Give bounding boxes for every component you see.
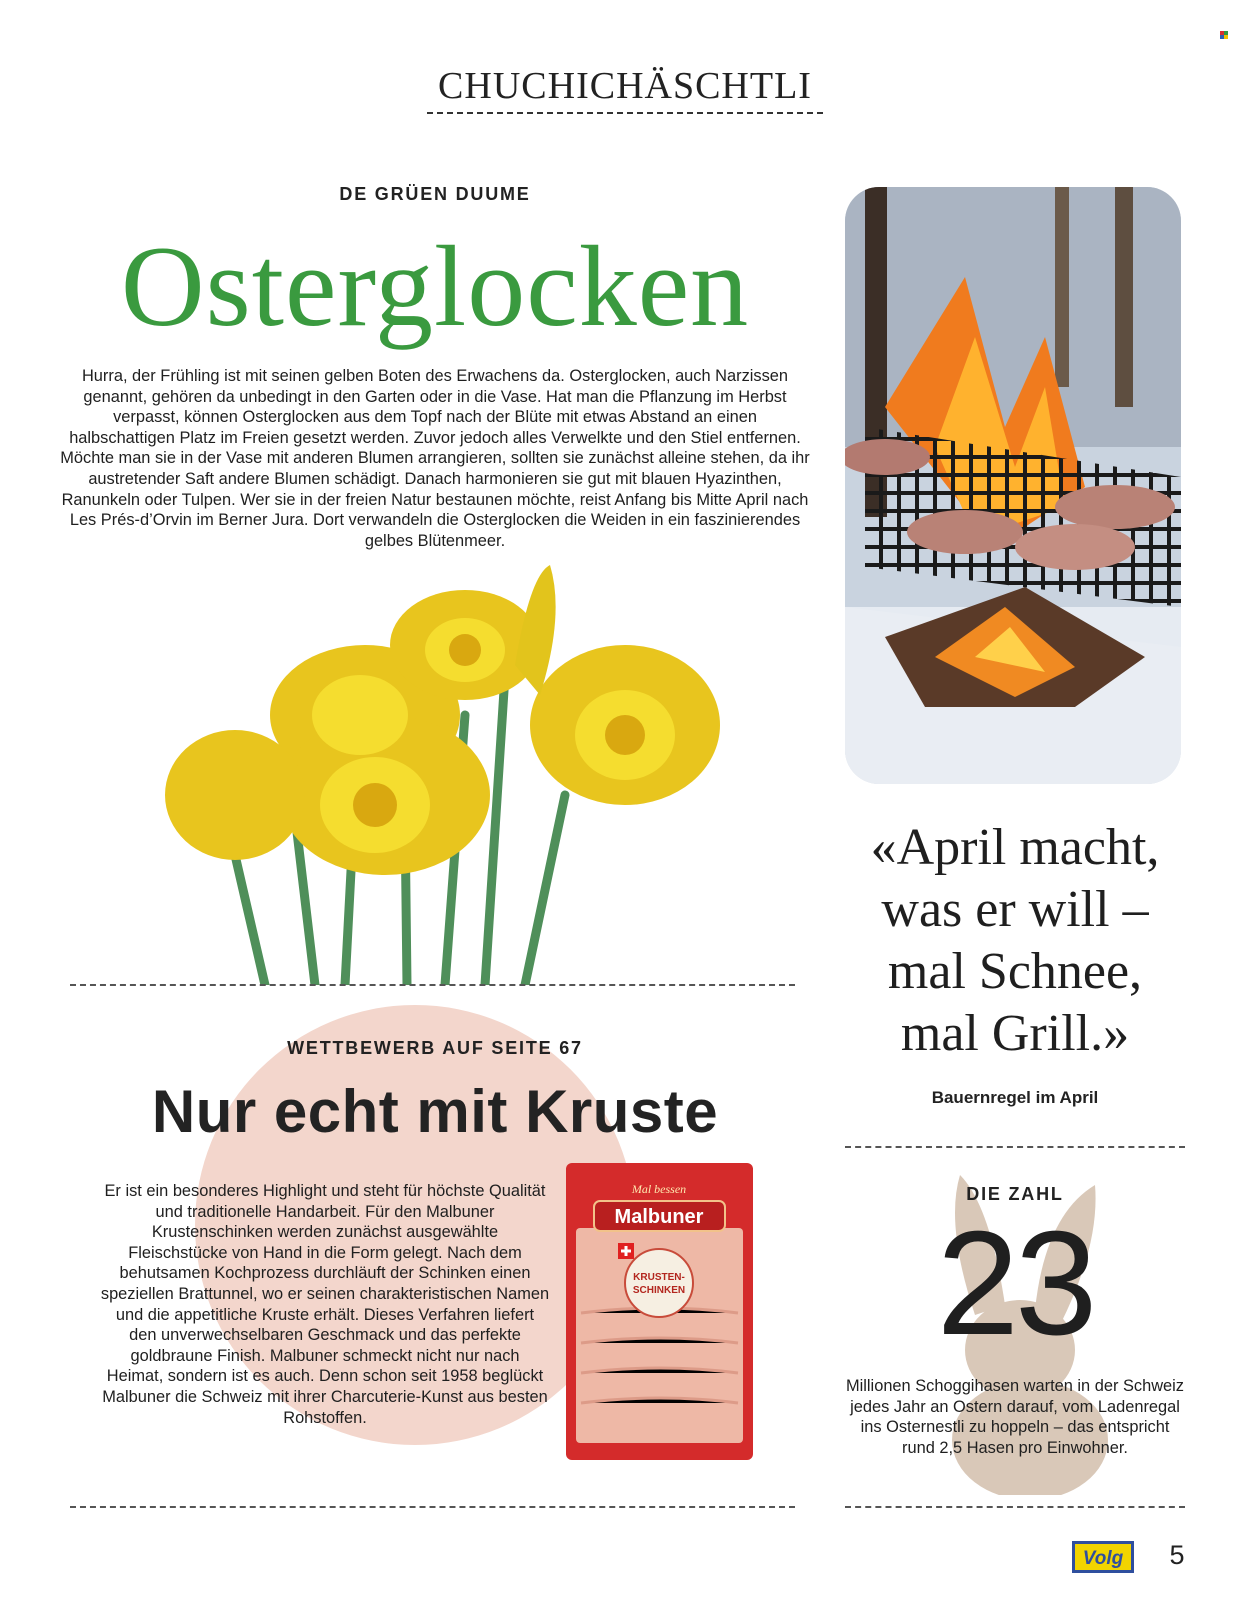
page-number: 5 xyxy=(1169,1540,1185,1570)
section-divider xyxy=(845,1506,1185,1508)
quote-line-3: mal Schnee, xyxy=(887,943,1143,1000)
number-body-text: Millionen Schoggihasen warten in der Schweiz jedes Jahr an Ostern darauf, vom Ladenregal ins Osternestli zu hoppeln – das entspricht rund 2,5 Hasen pro Einwohner. xyxy=(845,1377,1185,1457)
number-kicker: DIE ZAHL xyxy=(966,1184,1064,1204)
malbuner-package-photo xyxy=(566,1163,753,1460)
garden-kicker: DE GRÜEN DUUME xyxy=(339,184,531,204)
section-divider xyxy=(845,1146,1185,1148)
quote-line-1: «April macht, xyxy=(870,819,1160,876)
garden-body-text: Hurra, der Frühling ist mit seinen gelben Boten des Erwachens da. Osterglocken, auch Narzissen genannt, gehören da unbedingt in den Garten oder in die Vase. Hat man die Pflanzung im Herbst verpasst, können Osterglocken aus dem Topf nach der Blüte mit etwas Abstand an einen halbschattigen Platz im Freien gesetzt werden. Zuvor jedoch alles Verwelkte und den Stiel entfernen. Möchte man sie in der Vase mit anderen Blumen arrangieren, sollten sie zunächst alleine stehen, da ihr austretender Saft andere Blumen schädigt. Danach harmonieren sie gut mit blauen Hyazinthen, Ranunkeln oder Tulpen. Wer sie in der freien Natur bestaunen möchte, reist Anfang bis Mitte April nach Les Prés-d’Orvin im Berner Jura. Dort verwandeln die Osterglocken die Weiden in ein faszinierendes gelbes Blütenmeer. xyxy=(60,367,810,550)
contest-kicker: WETTBEWERB AUF SEITE 67 xyxy=(287,1038,583,1058)
garden-headline: Osterglocken xyxy=(120,223,750,351)
quote-line-2: was er will – xyxy=(881,881,1149,938)
volg-logo-text: Volg xyxy=(1082,1548,1124,1569)
quote-source: Bauernregel im April xyxy=(931,1088,1099,1107)
package-brand: Malbuner xyxy=(614,1206,704,1228)
section-divider xyxy=(70,1506,795,1508)
quote-line-4: mal Grill.» xyxy=(900,1005,1130,1062)
big-number: 23 xyxy=(936,1201,1094,1366)
grill-photo xyxy=(845,187,1181,784)
package-product-line1: KRUSTEN- xyxy=(633,1272,685,1283)
package-tagline: Mal bessen xyxy=(631,1182,687,1196)
masthead-title: CHUCHICHÄSCHTLI xyxy=(438,65,812,107)
volg-logo xyxy=(1072,1541,1134,1573)
package-product-line2: SCHINKEN xyxy=(632,1285,686,1296)
corner-color-mark xyxy=(1220,31,1228,39)
pull-quote xyxy=(835,817,1195,1065)
daffodil-photo xyxy=(145,565,785,985)
masthead-divider xyxy=(427,112,823,114)
section-divider xyxy=(70,984,795,986)
contest-headline: Nur echt mit Kruste xyxy=(151,1078,719,1145)
contest-body-text: Er ist ein besonderes Highlight und steht für höchste Qualität und traditionelle Handarbeit. Für den Malbuner Krustenschinken werden zunächst ausgewählte Fleischstücke von Hand in die Form gelegt. Nach dem behutsamen Kochprozess durchläuft der Schinken einen speziellen Brattunnel, wo er seinen charakteristischen Namen und die appetitliche Kruste erhält. Dieses Verfahren liefert den unverwechselbaren Geschmack und das perfekte goldbraune Finish. Malbuner schmeckt nicht nur nach Heimat, sondern ist es auch. Denn schon seit 1958 beglückt Malbuner die Schweiz mit ihrer Charcuterie-Kunst aus besten Rohstoffen. xyxy=(100,1182,550,1427)
